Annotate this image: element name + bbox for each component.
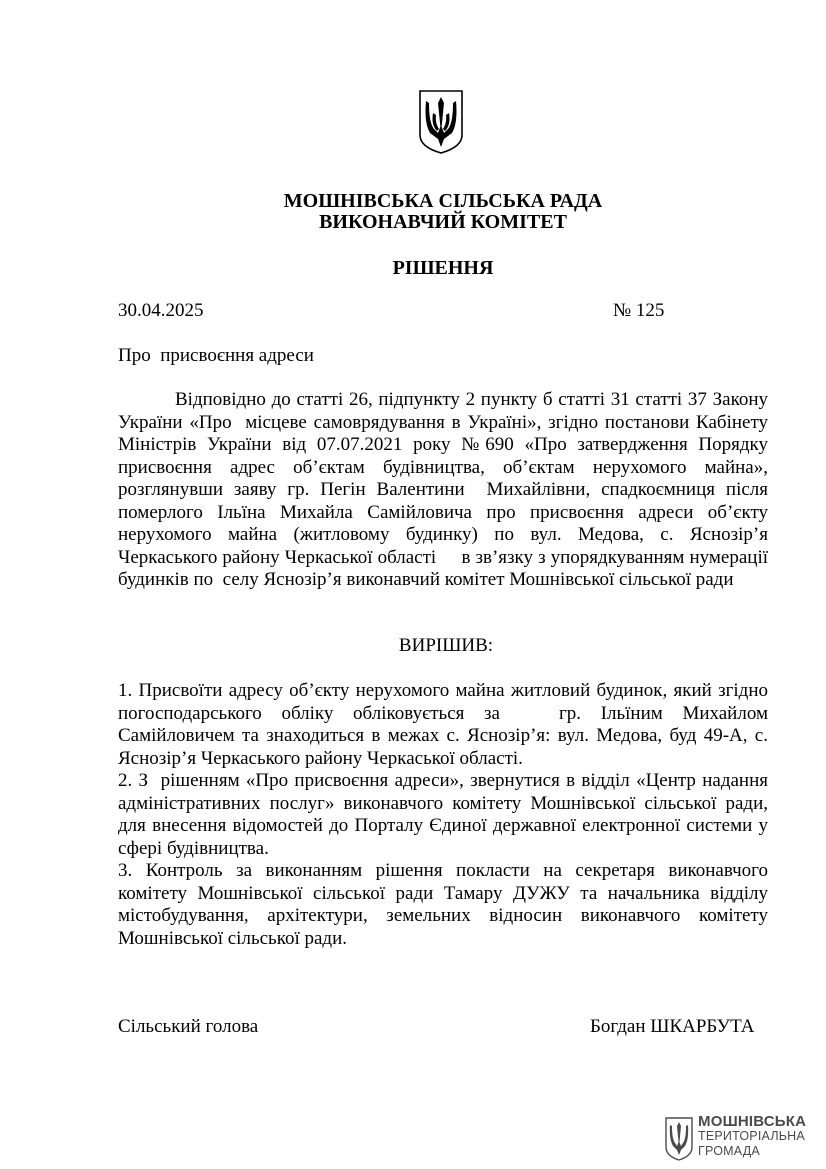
resolution-item: 1. Присвоїти адресу об’єкту нерухомого майна житловий будинок, який згідно погосподарського обліку обліковується за гр. Ільїним Михайлом Самійловичем та знаходиться в межах с. Яснозір’я: вул. Медова, буд 49-А, с. Яснозір’я Черкаського району Черкаської області. [118,680,773,769]
logo-line-community: МОШНІВСЬКА [698,1113,807,1130]
resolved-heading: ВИРІШИВ: [398,635,494,656]
document-title: РІШЕННЯ [392,257,494,279]
resolution-items [118,680,773,950]
committee-name: ВИКОНАВЧИЙ КОМІТЕТ [319,211,567,233]
decision-subject: Про присвоєння адреси [118,345,314,366]
decision-number: № 125 [613,300,665,321]
resolution-item: 3. Контроль за виконанням рішення покласти на секретаря виконавчого комітету Мошнівської сільської ради Тамару ДУЖУ та начальника відділу містобудування, архітектури, земельних відносин виконавчого комітету Мошнівської сільської ради. [118,860,773,949]
trident-coat-of-arms-icon [418,89,464,155]
trident-logo-icon [665,1117,693,1161]
logo-wordmark [698,1114,806,1159]
logo-line-territorial: ТЕРИТОРІАЛЬНА [698,1129,805,1143]
council-name: МОШНІВСЬКА СІЛЬСЬКА РАДА [283,190,603,212]
community-logo [665,1114,815,1164]
signatory-name: Богдан ШКАРБУТА [590,1016,755,1037]
signatory-title: Сільський голова [118,1016,259,1037]
decision-date: 30.04.2025 [118,300,204,321]
preamble-paragraph: Відповідно до статті 26, підпункту 2 пункту б статті 31 статті 37 Закону України «Про місцеве самоврядування в Україні», згідно постанови Кабінету Міністрів України від 07.07.2021 року №690 «Про затвердження Порядку присвоєння адрес об’єктам будівництва, об’єктам нерухомого майна», розглянувши заяву гр. Пегін Валентини Михайлівни, спадкоємниця після померлого Ільїна Михайла Самійловича про присвоєння адреси об’єкту нерухомого майна (житловому будинку) по вул. Медова, с. Яснозір’я Черкаського району Черкаської області в зв’язку з упорядкуванням нумерації будинків по селу Яснозір’я виконавчий комітет Мошнівської сільської ради [118,389,773,590]
logo-line-hromada: ГРОМАДА [698,1144,760,1158]
resolution-item: 2. З рішенням «Про присвоєння адреси», звернутися в відділ «Центр надання адміністративних послуг» виконавчого комітету Мошнівської сільської ради, для внесення відомостей до Порталу Єдиної державної електронної системи у сфері будівництва. [118,770,773,859]
